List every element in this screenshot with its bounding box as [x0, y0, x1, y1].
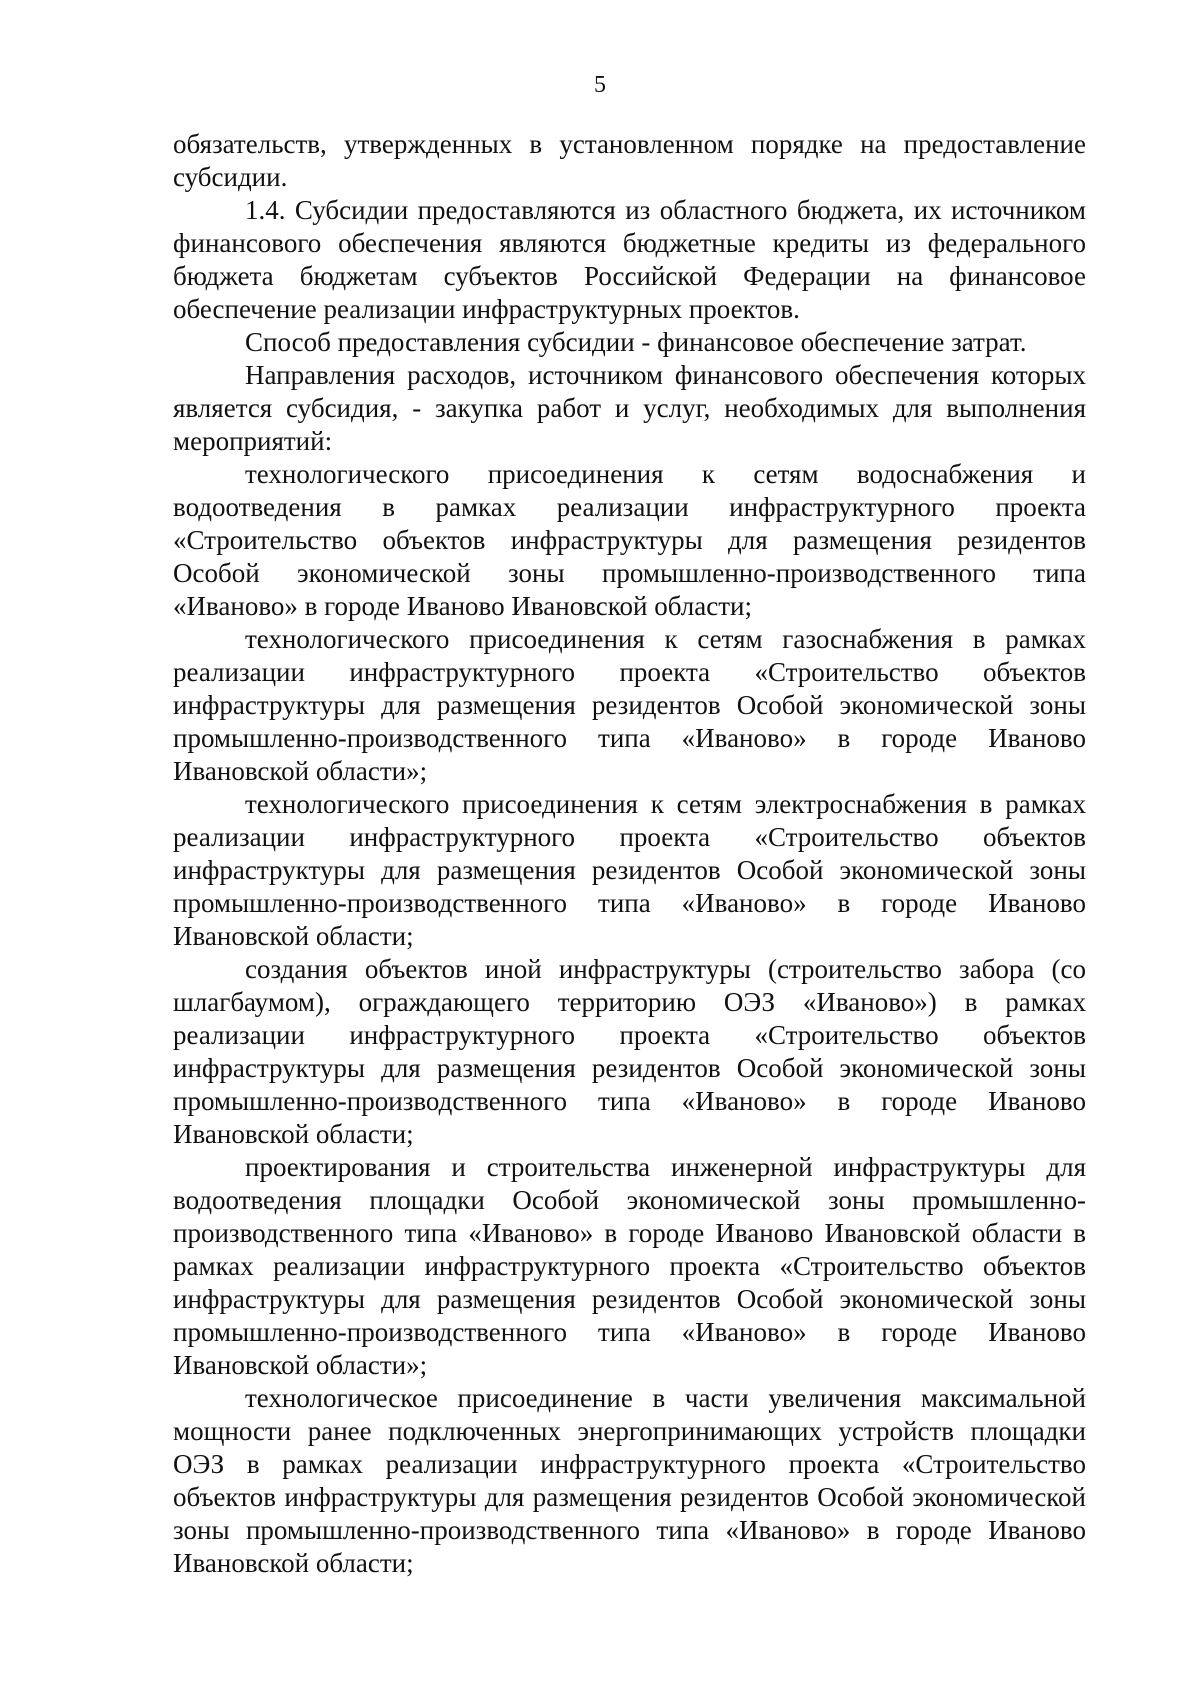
paragraph-subsidy-method: Способ предоставления субсидии - финансовое обеспечение затрат.	[245, 327, 1027, 357]
list-item-other-infrastructure: создания объектов иной инфраструктуры (строительство забора (со шлагбаумом), ограждающего территорию ОЭЗ «Иваново») в рамках реализации инфраструктурного проекта «Строительство объектов инфраструктуры для размещения резидентов Особой экономической зоны промышленно-производственного типа «Иваново» в городе Иваново Ивановской области;	[173, 954, 1086, 1149]
page-number: 5	[594, 72, 606, 98]
list-item-water-connection: технологического присоединения к сетям водоснабжения и водоотведения в рамках реализации инфраструктурного проекта «Строительство объектов инфраструктуры для размещения резидентов Особой экономической зоны промышленно-производственного типа «Иваново» в городе Иваново Ивановской области;	[173, 459, 1086, 621]
list-item-power-increase: технологическое присоединение в части увеличения максимальной мощности ранее подключенных энергопринимающих устройств площадки ОЭЗ в рамках реализации инфраструктурного проекта «Строительство объектов инфраструктуры для размещения резидентов Особой экономической зоны промышленно-производственного типа «Иваново» в городе Иваново Ивановской области;	[173, 1383, 1086, 1578]
paragraph-continuation: обязательств, утвержденных в установленном порядке на предоставление субсидии.	[173, 129, 1086, 192]
document-body	[173, 128, 1086, 1580]
list-item-gas-connection: технологического присоединения к сетям газоснабжения в рамках реализации инфраструктурного проекта «Строительство объектов инфраструктуры для размещения резидентов Особой экономической зоны промышленно-производственного типа «Иваново» в городе Иваново Ивановской области»;	[173, 624, 1086, 786]
list-item-drainage-design: проектирования и строительства инженерной инфраструктуры для водоотведения площадки Особой экономической зоны промышленно-производственного типа «Иваново» в городе Иваново Ивановской области в рамках реализации инфраструктурного проекта «Строительство объектов инфраструктуры для размещения резидентов Особой экономической зоны промышленно-производственного типа «Иваново» в городе Иваново Ивановской области»;	[173, 1152, 1086, 1380]
paragraph-clause-1-4: 1.4. Субсидии предоставляются из областного бюджета, их источником финансового обеспечения являются бюджетные кредиты из федерального бюджета бюджетам субъектов Российской Федерации на финансовое обеспечение реализации инфраструктурных проектов.	[173, 195, 1086, 324]
list-item-electric-connection: технологического присоединения к сетям электроснабжения в рамках реализации инфраструктурного проекта «Строительство объектов инфраструктуры для размещения резидентов Особой экономической зоны промышленно-производственного типа «Иваново» в городе Иваново Ивановской области;	[173, 789, 1086, 951]
paragraph-expense-directions: Направления расходов, источником финансового обеспечения которых является субсидия, - закупка работ и услуг, необходимых для выполнения мероприятий:	[173, 360, 1086, 456]
